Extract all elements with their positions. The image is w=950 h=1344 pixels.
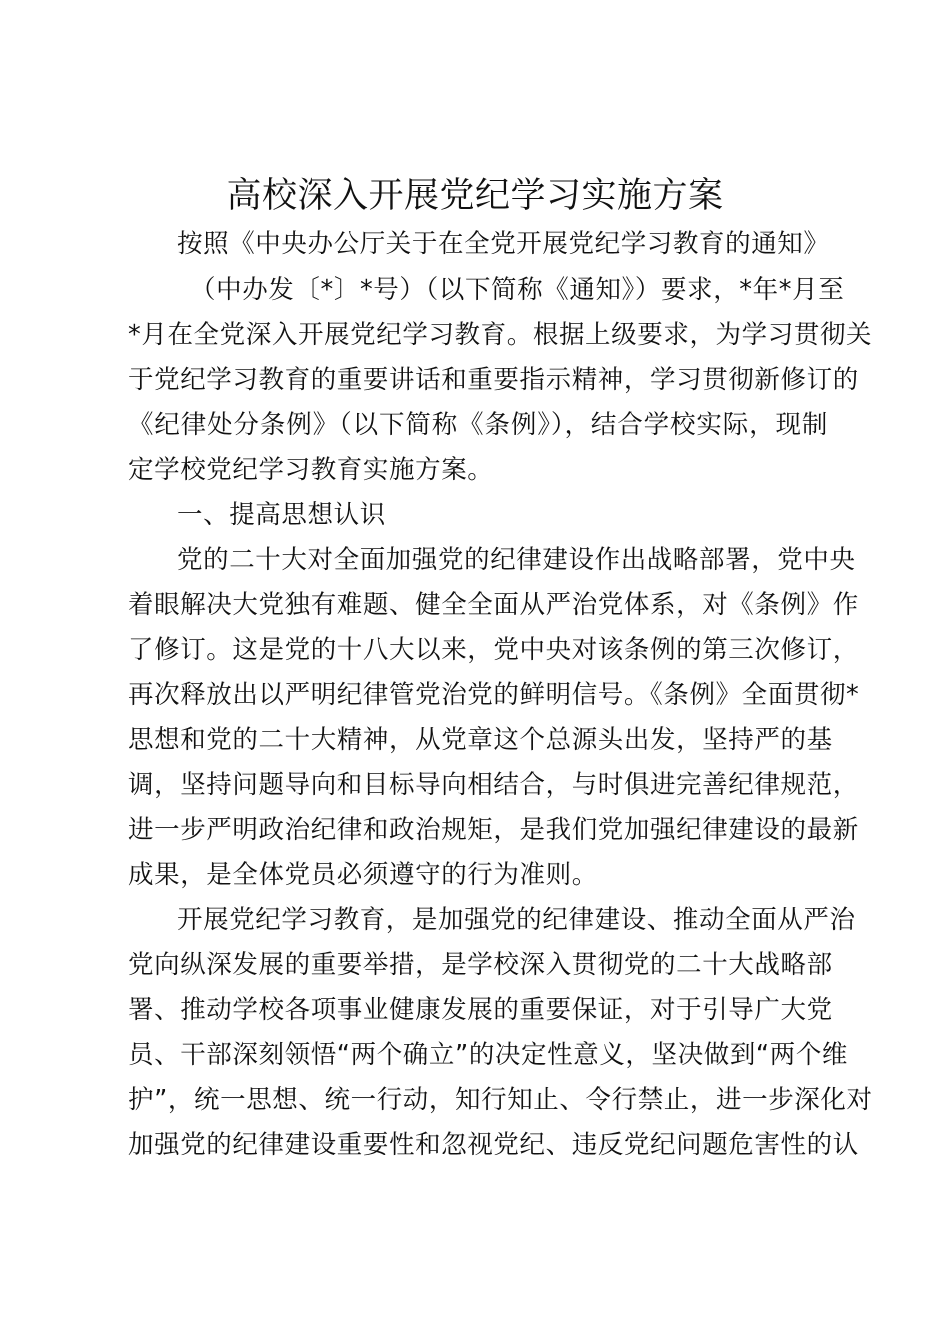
paragraph-line: 思想和党的二十大精神，从党章这个总源头出发，坚持严的基 (128, 725, 833, 755)
paragraph-line: 《纪律处分条例》（以下简称《条例》），结合学校实际，现制 (128, 410, 828, 440)
paragraph-line: 加强党的纪律建设重要性和忽视党纪、违反党纪问题危害性的认 (128, 1130, 859, 1160)
paragraph-line: 成果，是全体党员必须遵守的行为准则。 (128, 860, 598, 890)
paragraph-line: 调，坚持问题导向和目标导向相结合，与时俱进完善纪律规范， (128, 770, 859, 800)
paragraph-line: 再次释放出以严明纪律管党治党的鲜明信号。《条例》全面贯彻* (128, 680, 860, 710)
document-title: 高校深入开展党纪学习实施方案 (226, 176, 724, 216)
paragraph-line: 于党纪学习教育的重要讲话和重要指示精神，学习贯彻新修订的 (128, 365, 859, 395)
paragraph-line: 员、干部深刻领悟“两个确立”的决定性意义，坚决做到“两个维 (128, 1040, 849, 1070)
paragraph-line: 护”，统一思想、统一行动，知行知止、令行禁止，进一步深化对 (128, 1085, 873, 1115)
paragraph-line: 开展党纪学习教育，是加强党的纪律建设、推动全面从严治 (177, 905, 856, 935)
section-heading: 一、提高思想认识 (177, 500, 386, 530)
paragraph-line: 党的二十大对全面加强党的纪律建设作出战略部署，党中央 (177, 545, 856, 575)
paragraph-line: *月在全党深入开展党纪学习教育。根据上级要求，为学习贯彻关 (128, 320, 873, 350)
paragraph-line: 了修订。这是党的十八大以来，党中央对该条例的第三次修订， (128, 635, 859, 665)
paragraph-line: （中办发〔*〕*号）（以下简称《通知》）要求，*年*月至 (190, 275, 845, 305)
paragraph-line: 进一步严明政治纪律和政治规矩，是我们党加强纪律建设的最新 (128, 815, 859, 845)
paragraph-line: 党向纵深发展的重要举措，是学校深入贯彻党的二十大战略部 (128, 950, 833, 980)
paragraph-line: 定学校党纪学习教育实施方案。 (128, 455, 494, 485)
paragraph-line: 署、推动学校各项事业健康发展的重要保证，对于引导广大党 (128, 995, 833, 1025)
paragraph-line: 按照《中央办公厅关于在全党开展党纪学习教育的通知》 (177, 229, 830, 259)
paragraph-line: 着眼解决大党独有难题、健全全面从严治党体系，对《条例》作 (128, 590, 859, 620)
